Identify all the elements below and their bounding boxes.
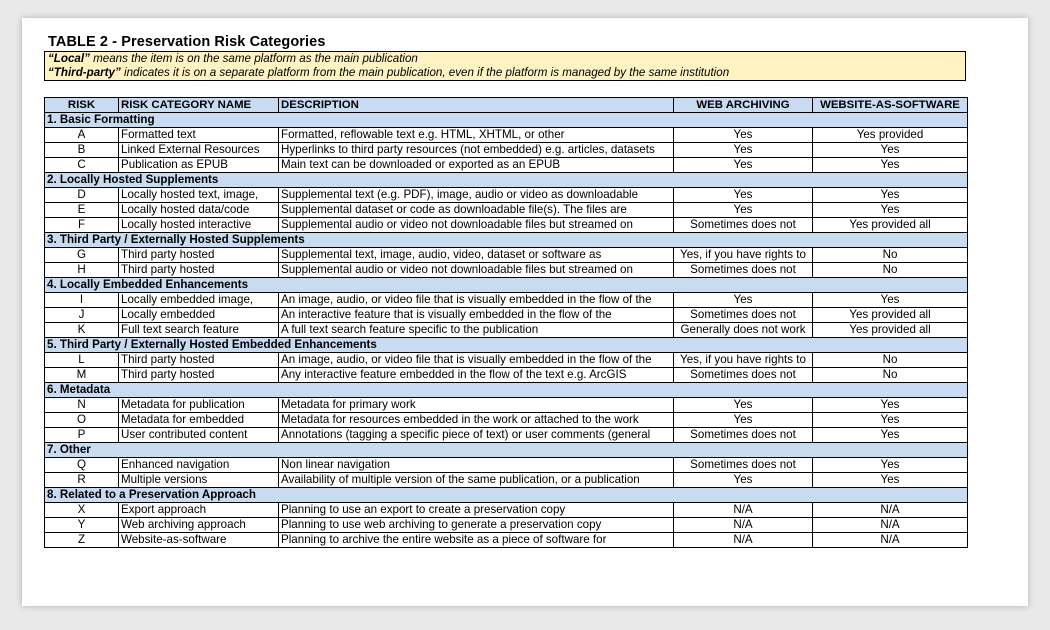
risk-code-cell: F xyxy=(45,218,119,233)
category-name-cell: Enhanced navigation xyxy=(119,458,279,473)
web-archiving-cell: Yes, if you have rights to xyxy=(674,248,813,263)
table-row xyxy=(45,158,968,173)
risk-code-cell: B xyxy=(45,143,119,158)
note-line-local xyxy=(48,52,962,66)
table-row xyxy=(45,473,968,488)
section-heading: 5. Third Party / Externally Hosted Embedded Enhancements xyxy=(45,338,968,353)
description-cell: An image, audio, or video file that is visually embedded in the flow of the xyxy=(279,353,674,368)
website-as-software-cell: No xyxy=(813,368,968,383)
risk-code-cell: N xyxy=(45,398,119,413)
table-row xyxy=(45,308,968,323)
category-name-cell: Locally embedded xyxy=(119,308,279,323)
web-archiving-cell: Sometimes does not xyxy=(674,263,813,278)
risk-code-cell: D xyxy=(45,188,119,203)
section-row xyxy=(45,113,968,128)
website-as-software-cell: No xyxy=(813,248,968,263)
table-row xyxy=(45,428,968,443)
website-as-software-cell: Yes xyxy=(813,458,968,473)
website-as-software-cell: Yes xyxy=(813,203,968,218)
website-as-software-cell: No xyxy=(813,263,968,278)
risk-code-cell: O xyxy=(45,413,119,428)
web-archiving-cell: Yes xyxy=(674,143,813,158)
risk-code-cell: H xyxy=(45,263,119,278)
website-as-software-cell: Yes xyxy=(813,158,968,173)
web-archiving-cell: Sometimes does not xyxy=(674,308,813,323)
web-archiving-cell: Sometimes does not xyxy=(674,368,813,383)
category-name-cell: Third party hosted xyxy=(119,248,279,263)
section-row xyxy=(45,488,968,503)
description-cell: Annotations (tagging a specific piece of text) or user comments (general xyxy=(279,428,674,443)
web-archiving-cell: Generally does not work xyxy=(674,323,813,338)
section-heading: 6. Metadata xyxy=(45,383,968,398)
note-line-third-party xyxy=(48,66,962,80)
description-cell: An interactive feature that is visually embedded in the flow of the xyxy=(279,308,674,323)
risk-code-cell: K xyxy=(45,323,119,338)
web-archiving-cell: Yes xyxy=(674,188,813,203)
category-name-cell: Multiple versions xyxy=(119,473,279,488)
website-as-software-cell: Yes xyxy=(813,398,968,413)
definitions-note xyxy=(44,51,966,81)
header-description: DESCRIPTION xyxy=(279,98,674,113)
website-as-software-cell: Yes provided all xyxy=(813,323,968,338)
risk-code-cell: Q xyxy=(45,458,119,473)
category-name-cell: Third party hosted xyxy=(119,368,279,383)
table-row xyxy=(45,518,968,533)
website-as-software-cell: Yes provided all xyxy=(813,218,968,233)
website-as-software-cell: N/A xyxy=(813,503,968,518)
note-term: “Local” xyxy=(48,52,90,65)
website-as-software-cell: Yes provided xyxy=(813,128,968,143)
risk-code-cell: L xyxy=(45,353,119,368)
category-name-cell: Locally embedded image, xyxy=(119,293,279,308)
table-row xyxy=(45,218,968,233)
risk-code-cell: Z xyxy=(45,533,119,548)
risk-categories-table xyxy=(44,97,968,548)
category-name-cell: User contributed content xyxy=(119,428,279,443)
web-archiving-cell: Yes xyxy=(674,398,813,413)
web-archiving-cell: N/A xyxy=(674,533,813,548)
table-row xyxy=(45,458,968,473)
section-heading: 1. Basic Formatting xyxy=(45,113,968,128)
category-name-cell: Metadata for embedded xyxy=(119,413,279,428)
header-risk-category-name: RISK CATEGORY NAME xyxy=(119,98,279,113)
risk-code-cell: P xyxy=(45,428,119,443)
description-cell: Supplemental text, image, audio, video, dataset or software as xyxy=(279,248,674,263)
table-row xyxy=(45,353,968,368)
note-text: means the item is on the same platform as the main publication xyxy=(89,52,418,65)
description-cell: An image, audio, or video file that is visually embedded in the flow of the xyxy=(279,293,674,308)
website-as-software-cell: N/A xyxy=(813,533,968,548)
section-row xyxy=(45,278,968,293)
risk-code-cell: A xyxy=(45,128,119,143)
web-archiving-cell: Yes xyxy=(674,203,813,218)
section-heading: 3. Third Party / Externally Hosted Supplements xyxy=(45,233,968,248)
table-row xyxy=(45,263,968,278)
risk-code-cell: M xyxy=(45,368,119,383)
header-web-archiving: WEB ARCHIVING xyxy=(674,98,813,113)
description-cell: Formatted, reflowable text e.g. HTML, XHTML, or other xyxy=(279,128,674,143)
description-cell: Main text can be downloaded or exported as an EPUB xyxy=(279,158,674,173)
website-as-software-cell: No xyxy=(813,353,968,368)
category-name-cell: Metadata for publication xyxy=(119,398,279,413)
section-heading: 2. Locally Hosted Supplements xyxy=(45,173,968,188)
section-row xyxy=(45,383,968,398)
web-archiving-cell: Sometimes does not xyxy=(674,458,813,473)
category-name-cell: Publication as EPUB xyxy=(119,158,279,173)
description-cell: Metadata for primary work xyxy=(279,398,674,413)
web-archiving-cell: N/A xyxy=(674,503,813,518)
table-row xyxy=(45,413,968,428)
website-as-software-cell: Yes xyxy=(813,188,968,203)
description-cell: Hyperlinks to third party resources (not embedded) e.g. articles, datasets xyxy=(279,143,674,158)
web-archiving-cell: N/A xyxy=(674,518,813,533)
category-name-cell: Third party hosted xyxy=(119,263,279,278)
section-row xyxy=(45,233,968,248)
header-risk: RISK xyxy=(45,98,119,113)
risk-code-cell: E xyxy=(45,203,119,218)
category-name-cell: Web archiving approach xyxy=(119,518,279,533)
risk-code-cell: I xyxy=(45,293,119,308)
table-row xyxy=(45,368,968,383)
website-as-software-cell: N/A xyxy=(813,518,968,533)
table-row xyxy=(45,188,968,203)
table-header-row xyxy=(45,98,968,113)
table-body xyxy=(45,113,968,548)
category-name-cell: Export approach xyxy=(119,503,279,518)
description-cell: Supplemental dataset or code as downloadable file(s). The files are xyxy=(279,203,674,218)
category-name-cell: Locally hosted text, image, xyxy=(119,188,279,203)
category-name-cell: Formatted text xyxy=(119,128,279,143)
risk-code-cell: Y xyxy=(45,518,119,533)
description-cell: Supplemental text (e.g. PDF), image, audio or video as downloadable xyxy=(279,188,674,203)
table-row xyxy=(45,203,968,218)
category-name-cell: Third party hosted xyxy=(119,353,279,368)
description-cell: Non linear navigation xyxy=(279,458,674,473)
risk-code-cell: X xyxy=(45,503,119,518)
section-heading: 4. Locally Embedded Enhancements xyxy=(45,278,968,293)
web-archiving-cell: Sometimes does not xyxy=(674,218,813,233)
category-name-cell: Linked External Resources xyxy=(119,143,279,158)
web-archiving-cell: Yes xyxy=(674,128,813,143)
header-website-as-software: WEBSITE-AS-SOFTWARE xyxy=(813,98,968,113)
website-as-software-cell: Yes xyxy=(813,143,968,158)
section-heading: 8. Related to a Preservation Approach xyxy=(45,488,968,503)
table-row xyxy=(45,143,968,158)
risk-code-cell: R xyxy=(45,473,119,488)
web-archiving-cell: Yes xyxy=(674,158,813,173)
table-row xyxy=(45,323,968,338)
description-cell: Supplemental audio or video not downloadable files but streamed on xyxy=(279,263,674,278)
table-row xyxy=(45,128,968,143)
website-as-software-cell: Yes xyxy=(813,413,968,428)
table-title: TABLE 2 - Preservation Risk Categories xyxy=(48,34,326,50)
table-row xyxy=(45,398,968,413)
risk-code-cell: G xyxy=(45,248,119,263)
website-as-software-cell: Yes provided all xyxy=(813,308,968,323)
note-text: indicates it is on a separate platform from the main publication, even if the platform is managed by the same institution xyxy=(120,66,730,79)
category-name-cell: Locally hosted data/code xyxy=(119,203,279,218)
section-row xyxy=(45,443,968,458)
risk-code-cell: J xyxy=(45,308,119,323)
section-row xyxy=(45,338,968,353)
web-archiving-cell: Yes, if you have rights to xyxy=(674,353,813,368)
description-cell: Supplemental audio or video not downloadable files but streamed on xyxy=(279,218,674,233)
web-archiving-cell: Yes xyxy=(674,293,813,308)
table-row xyxy=(45,248,968,263)
description-cell: Planning to archive the entire website as a piece of software for xyxy=(279,533,674,548)
description-cell: Planning to use an export to create a preservation copy xyxy=(279,503,674,518)
website-as-software-cell: Yes xyxy=(813,293,968,308)
web-archiving-cell: Sometimes does not xyxy=(674,428,813,443)
table-row xyxy=(45,533,968,548)
description-cell: Metadata for resources embedded in the work or attached to the work xyxy=(279,413,674,428)
note-term: “Third-party” xyxy=(48,66,121,79)
web-archiving-cell: Yes xyxy=(674,473,813,488)
description-cell: Availability of multiple version of the same publication, or a publication xyxy=(279,473,674,488)
website-as-software-cell: Yes xyxy=(813,428,968,443)
description-cell: Any interactive feature embedded in the flow of the text e.g. ArcGIS xyxy=(279,368,674,383)
section-row xyxy=(45,173,968,188)
table-row xyxy=(45,293,968,308)
category-name-cell: Locally hosted interactive xyxy=(119,218,279,233)
category-name-cell: Full text search feature xyxy=(119,323,279,338)
description-cell: Planning to use web archiving to generate a preservation copy xyxy=(279,518,674,533)
description-cell: A full text search feature specific to the publication xyxy=(279,323,674,338)
risk-code-cell: C xyxy=(45,158,119,173)
web-archiving-cell: Yes xyxy=(674,413,813,428)
website-as-software-cell: Yes xyxy=(813,473,968,488)
section-heading: 7. Other xyxy=(45,443,968,458)
table-row xyxy=(45,503,968,518)
category-name-cell: Website-as-software xyxy=(119,533,279,548)
